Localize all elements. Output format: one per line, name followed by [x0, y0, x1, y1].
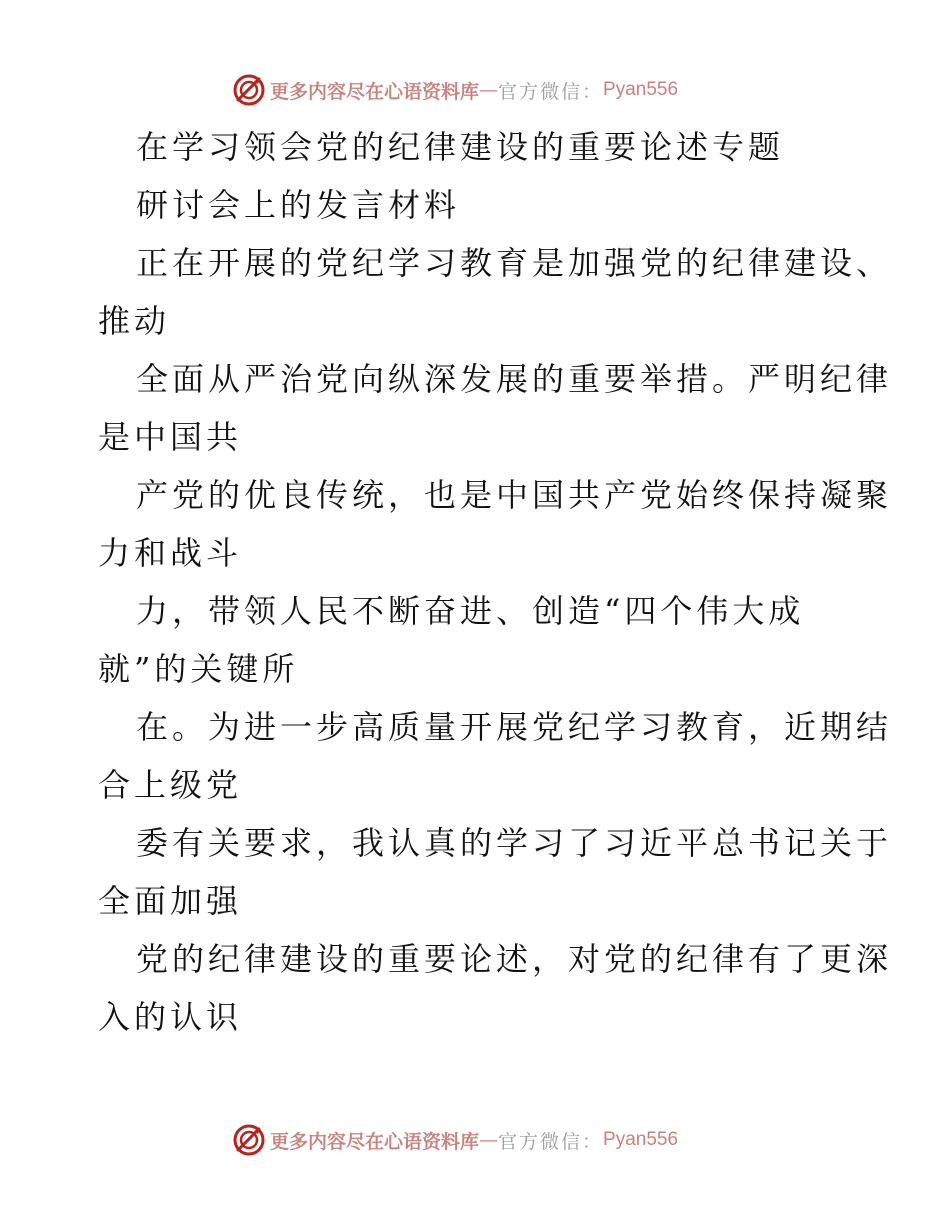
header-banner	[232, 72, 752, 108]
brand-logo-icon	[232, 73, 266, 107]
paragraph-line: 党的纪律建设的重要论述，对党的纪律有了更深	[136, 940, 893, 978]
paragraph-line: 推动	[98, 302, 171, 340]
footer-banner-wechat-label: 官方微信：	[498, 1130, 604, 1153]
header-banner-wechat-label: 官方微信：	[498, 80, 604, 103]
header-banner-wechat-id: Pyan556	[603, 79, 679, 100]
footer-banner	[232, 1122, 752, 1158]
footer-banner-wechat-id: Pyan556	[603, 1129, 679, 1150]
brand-logo-icon	[232, 1123, 266, 1157]
footer-banner-separator: —	[479, 1129, 499, 1151]
header-banner-title: 更多内容尽在心语资料库	[270, 80, 480, 103]
paragraph-line: 全面加强	[98, 882, 243, 920]
document-title-line-2: 研讨会上的发言材料	[136, 186, 461, 224]
paragraph-line: 产党的优良传统，也是中国共产党始终保持凝聚	[136, 476, 893, 514]
paragraph-line: 就”的关键所	[98, 650, 299, 688]
paragraph-line: 委有关要求，我认真的学习了习近平总书记关于	[136, 824, 893, 862]
document-body	[98, 118, 893, 1046]
paragraph-line: 在。为进一步高质量开展党纪学习教育，近期结	[136, 708, 893, 746]
footer-banner-title: 更多内容尽在心语资料库	[270, 1130, 480, 1153]
paragraph-line: 是中国共	[98, 418, 243, 456]
paragraph-line: 合上级党	[98, 766, 243, 804]
paragraph-line: 入的认识	[98, 998, 243, 1036]
paragraph-line: 力和战斗	[98, 534, 243, 572]
document-title-line-1: 在学习领会党的纪律建设的重要论述专题	[136, 128, 785, 166]
paragraph-line: 正在开展的党纪学习教育是加强党的纪律建设、	[136, 244, 893, 282]
header-banner-separator: —	[479, 79, 499, 101]
paragraph-line: 力，带领人民不断奋进、创造“四个伟大成	[136, 592, 805, 630]
paragraph-line: 全面从严治党向纵深发展的重要举措。严明纪律	[136, 360, 893, 398]
